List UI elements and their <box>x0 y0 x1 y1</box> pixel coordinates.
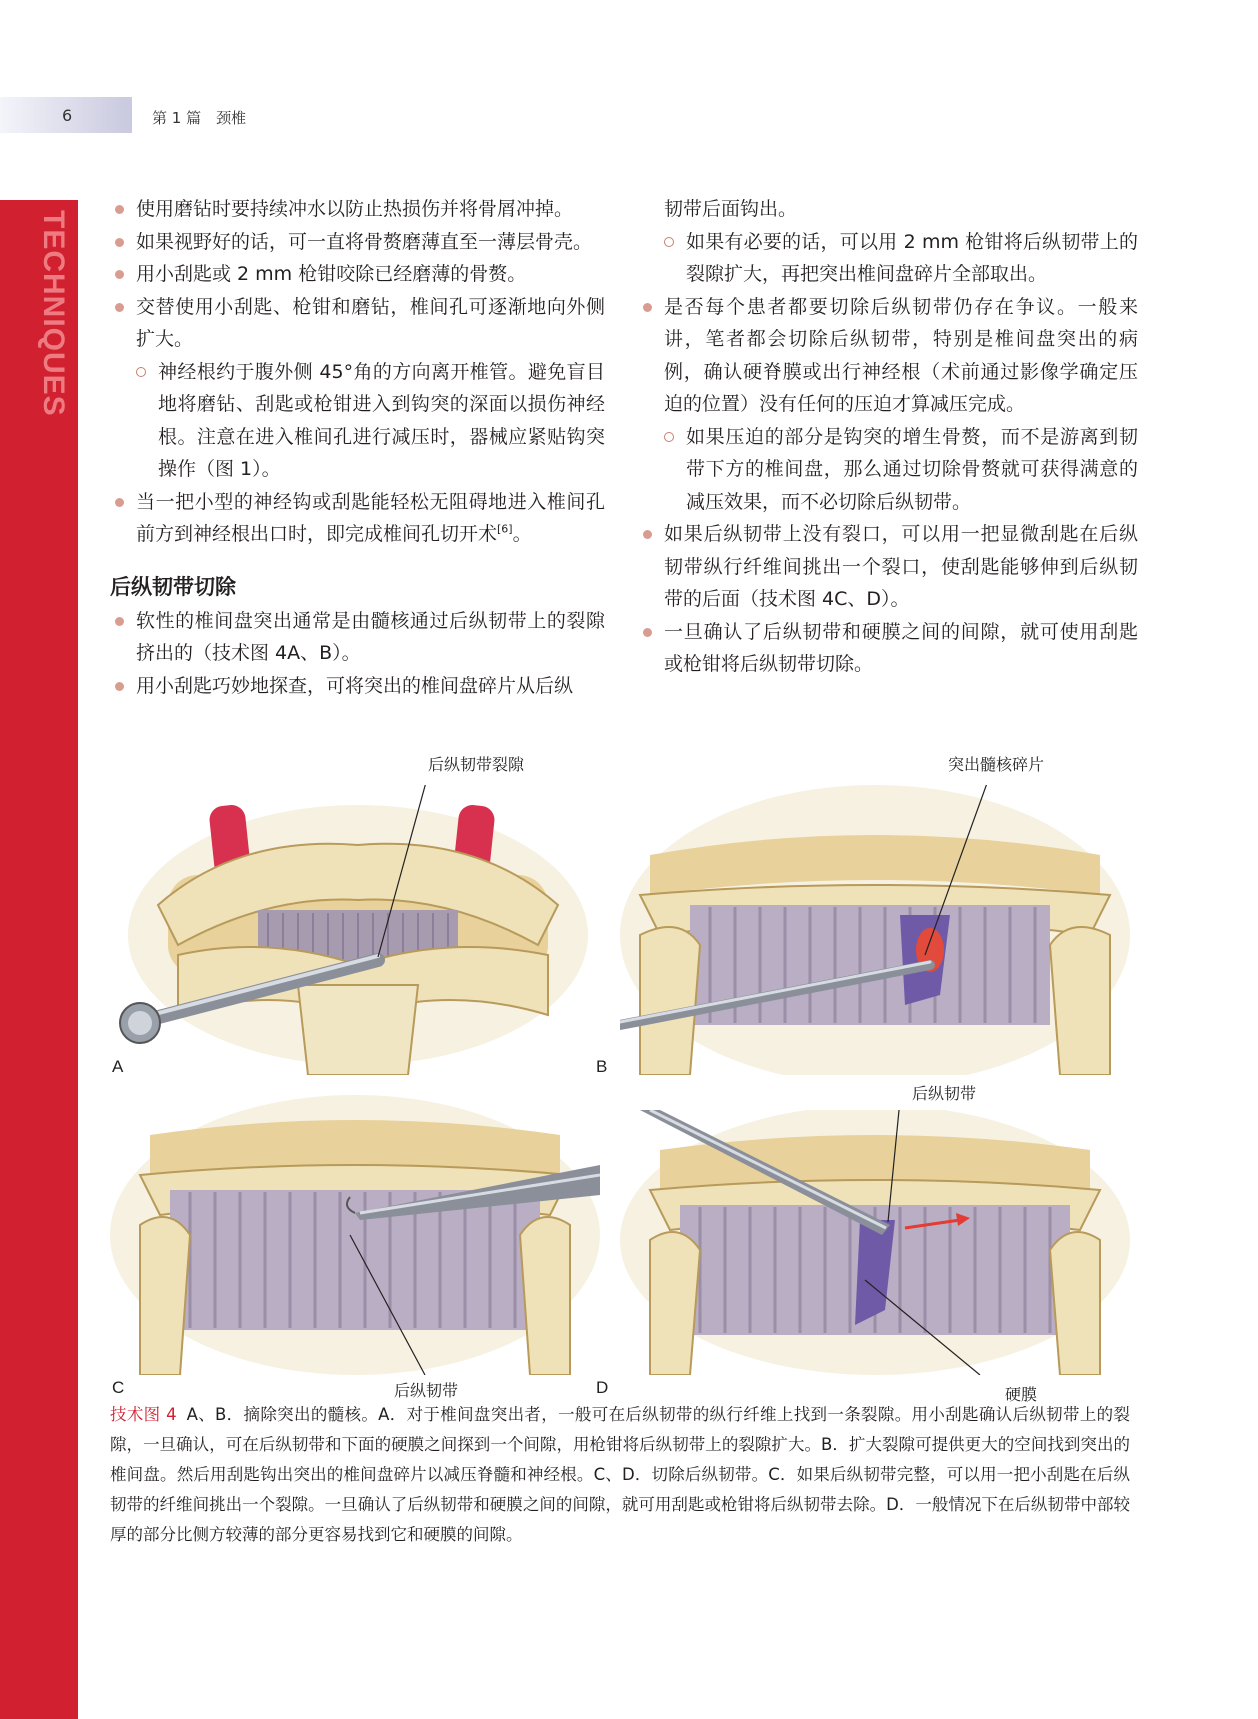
left-column <box>110 193 605 702</box>
figure-caption <box>110 1400 1130 1550</box>
side-tab-label: TECHNIQUES <box>37 210 70 417</box>
list-item: 使用磨钻时要持续冲水以防止热损伤并将骨屑冲掉。 <box>110 193 605 226</box>
figure-panel-a <box>118 785 598 1075</box>
list-item: 用小刮匙巧妙地探查，可将突出的椎间盘碎片从后纵 <box>110 670 605 703</box>
list-item-text: 当一把小型的神经钩或刮匙能轻松无阻碍地进入椎间孔前方到神经根出口时，即完成椎间孔切开术 <box>136 490 605 545</box>
panel-letter-a: A <box>112 1057 124 1076</box>
sub-list-item: 如果有必要的话，可以用 2 mm 枪钳将后纵韧带上的裂隙扩大，再把突出椎间盘碎片全部取出。 <box>638 226 1138 291</box>
running-head: 第 1 篇 颈椎 <box>152 109 247 127</box>
reference-citation: [6] <box>497 522 513 536</box>
right-column <box>638 193 1138 681</box>
sub-list-item: 神经根约于腹外侧 45°角的方向离开椎管。避免盲目地将磨钻、刮匙或枪钳进入到钩突的深面以损伤神经根。注意在进入椎间孔进行减压时，器械应紧贴钩突操作（图 1）。 <box>110 356 605 486</box>
caption-label: 技术图 4 <box>110 1405 177 1424</box>
figure-panel-d <box>620 1110 1130 1375</box>
section-heading: 后纵韧带切除 <box>110 574 236 599</box>
list-item <box>110 486 605 551</box>
panel-letter-d: D <box>596 1378 609 1397</box>
caption-text: A、B．摘除突出的髓核。A．对于椎间盘突出者，一般可在后纵韧带的纵行纤维上找到一条裂隙。用小刮匙确认后纵韧带上的裂隙，一旦确认，可在后纵韧带和下面的硬膜之间探到一个间隙，用枪钳将后纵韧带上的裂隙扩大。B．扩大裂隙可提供更大的空间找到突出的椎间盘。然后用刮匙钩出突出的椎间盘碎片以减压脊髓和神经根。C、D．切除后纵韧带。C．如果后纵韧带完整，可以用一把小刮匙在后纵韧带的纤维间挑出一个裂隙。一旦确认了后纵韧带和硬膜之间的间隙，就可用刮匙或枪钳将后纵韧带去除。D．一般情况下在后纵韧带中部较厚的部分比侧方较薄的部分更容易找到它和硬膜的间隙。 <box>110 1405 1130 1544</box>
figure-panel-c <box>110 1095 600 1375</box>
panel-letter-c: C <box>112 1378 125 1397</box>
list-item: 如果后纵韧带上没有裂口，可以用一把显微刮匙在后纵韧带纵行纤维间挑出一个裂口，使刮匙能够伸到后纵韧带的后面（技术图 4C、D）。 <box>638 518 1138 616</box>
figure-panel-b <box>620 785 1130 1075</box>
side-tab-bar <box>0 200 78 1719</box>
label-herniated-fragment: 突出髓核碎片 <box>948 755 1045 774</box>
label-dura: 硬膜 <box>1005 1385 1038 1404</box>
label-pll-fissure: 后纵韧带裂隙 <box>428 755 525 774</box>
list-item: 软性的椎间盘突出通常是由髓核通过后纵韧带上的裂隙挤出的（技术图 4A、B）。 <box>110 605 605 670</box>
label-pll-c: 后纵韧带 <box>394 1381 459 1400</box>
list-item: 一旦确认了后纵韧带和硬膜之间的间隙，就可使用刮匙或枪钳将后纵韧带切除。 <box>638 616 1138 681</box>
sub-list-item: 如果压迫的部分是钩突的增生骨赘，而不是游离到韧带下方的椎间盘，那么通过切除骨赘就可获得满意的减压效果，而不必切除后纵韧带。 <box>638 421 1138 519</box>
list-item: 用小刮匙或 2 mm 枪钳咬除已经磨薄的骨赘。 <box>110 258 605 291</box>
list-item: 交替使用小刮匙、枪钳和磨钻，椎间孔可逐渐地向外侧扩大。 <box>110 291 605 356</box>
list-item-end: 。 <box>512 523 532 545</box>
list-item: 是否每个患者都要切除后纵韧带仍存在争议。一般来讲，笔者都会切除后纵韧带，特别是椎间盘突出的病例，确认硬脊膜或出行神经根（术前通过影像学确定压迫的位置）没有任何的压迫才算减压完成。 <box>638 291 1138 421</box>
list-item-continuation: 韧带后面钩出。 <box>664 198 798 220</box>
list-item: 如果视野好的话，可一直将骨赘磨薄直至一薄层骨壳。 <box>110 226 605 259</box>
page-number: 6 <box>62 106 73 125</box>
panel-letter-b: B <box>596 1057 608 1076</box>
label-pll-d: 后纵韧带 <box>912 1084 977 1103</box>
